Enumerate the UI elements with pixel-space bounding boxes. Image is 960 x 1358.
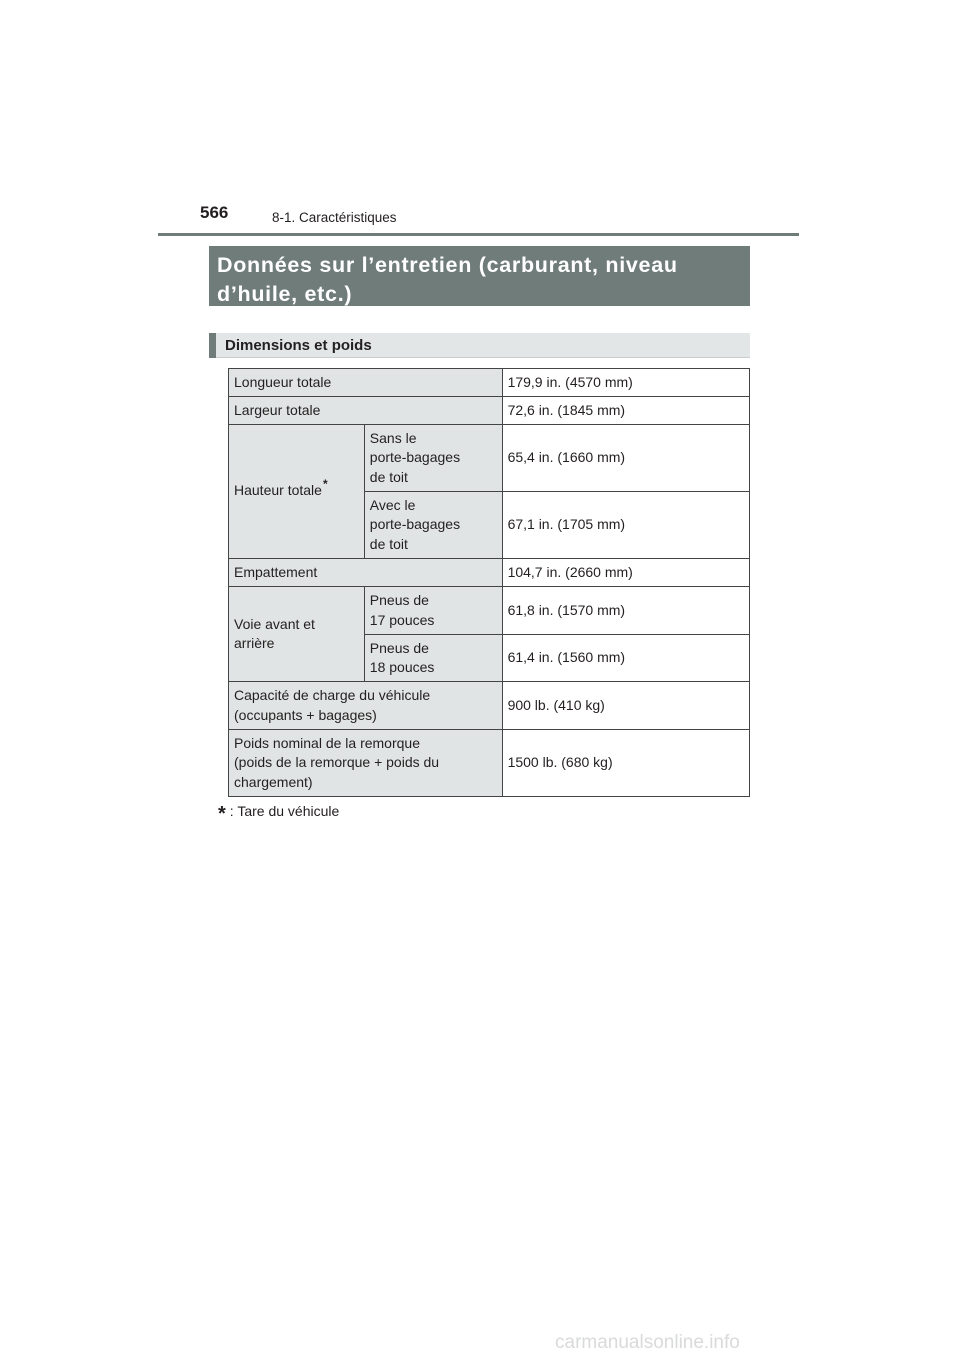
sublabel-pneus-17: Pneus de 17 pouces xyxy=(364,587,502,635)
footnote xyxy=(218,803,339,826)
table-row xyxy=(229,587,750,635)
chapter-title: Données sur l’entretien (carburant, niveau d’huile, etc.) xyxy=(209,246,750,306)
row-value-hauteur-avec: 67,1 in. (1705 mm) xyxy=(502,492,749,559)
footnote-marker: * xyxy=(322,477,328,492)
page-number: 566 xyxy=(200,203,229,222)
row-value-largeur: 72,6 in. (1845 mm) xyxy=(502,397,749,425)
row-label-largeur: Largeur totale xyxy=(229,397,503,425)
section-reference: 8-1. Caractéristiques xyxy=(272,210,397,225)
table-row xyxy=(229,397,750,425)
watermark: carmanualsonline.info xyxy=(555,1332,740,1353)
header-rule xyxy=(158,233,799,236)
footnote-text: : Tare du véhicule xyxy=(229,803,340,819)
table-row xyxy=(229,730,750,797)
sublabel-avec-porte-bagages: Avec le porte-bagages de toit xyxy=(364,492,502,559)
row-value-voie-18: 61,4 in. (1560 mm) xyxy=(502,635,749,682)
row-value-longueur: 179,9 in. (4570 mm) xyxy=(502,369,749,397)
row-value-hauteur-sans: 65,4 in. (1660 mm) xyxy=(502,425,749,492)
sublabel-pneus-18: Pneus de 18 pouces xyxy=(364,635,502,682)
row-value-voie-17: 61,8 in. (1570 mm) xyxy=(502,587,749,635)
row-label-longueur: Longueur totale xyxy=(229,369,503,397)
table-row xyxy=(229,682,750,730)
row-label-voie: Voie avant et arrière xyxy=(229,587,365,682)
row-label-hauteur xyxy=(229,425,365,559)
subsection-header xyxy=(209,333,750,358)
table-row xyxy=(229,369,750,397)
row-label-empattement: Empattement xyxy=(229,559,503,587)
row-value-capacite: 900 lb. (410 kg) xyxy=(502,682,749,730)
row-value-poids-remorque: 1500 lb. (680 kg) xyxy=(502,730,749,797)
sublabel-sans-porte-bagages: Sans le porte-bagages de toit xyxy=(364,425,502,492)
subsection-title: Dimensions et poids xyxy=(225,337,372,354)
footnote-star: * xyxy=(218,803,226,825)
row-label-capacite: Capacité de charge du véhicule (occupants + bagages) xyxy=(229,682,503,730)
subsection-accent-bar xyxy=(209,333,216,358)
table-row xyxy=(229,425,750,492)
row-value-empattement: 104,7 in. (2660 mm) xyxy=(502,559,749,587)
table-row xyxy=(229,559,750,587)
dimensions-table xyxy=(228,368,750,797)
row-label-poids-remorque: Poids nominal de la remorque (poids de la remorque + poids du chargement) xyxy=(229,730,503,797)
hauteur-label-text: Hauteur totale xyxy=(234,482,322,499)
